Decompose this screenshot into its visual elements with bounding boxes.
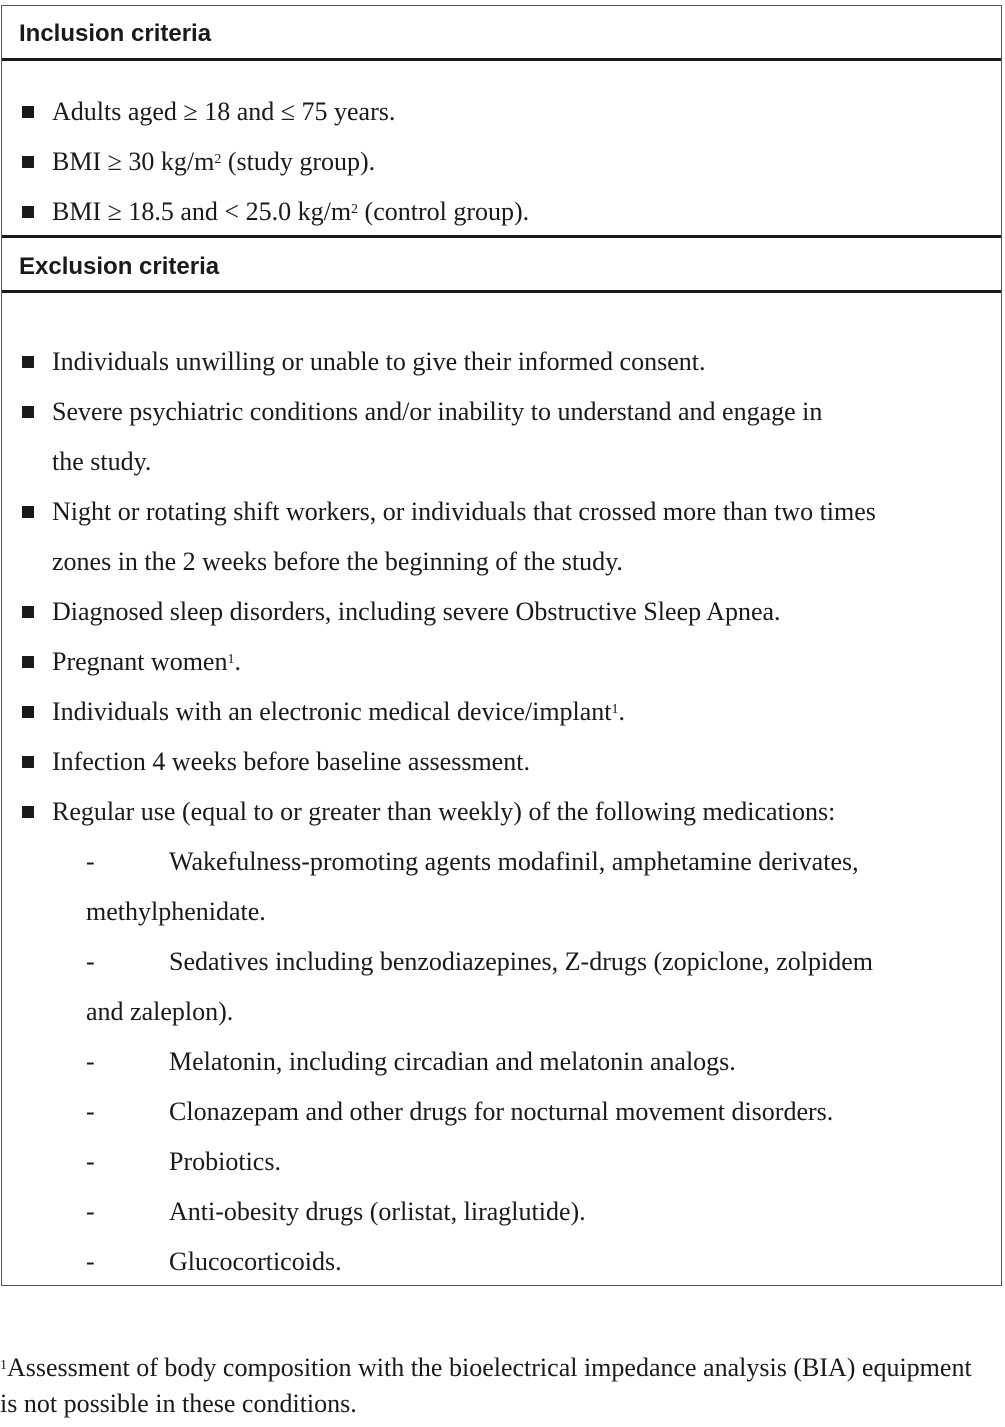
- dash-marker: -: [86, 1247, 95, 1276]
- medication-item-text: Melatonin, including circadian and melatonin analogs.: [169, 1047, 736, 1076]
- footnote-marker: 1: [0, 1358, 7, 1373]
- dash-marker: -: [86, 1197, 95, 1226]
- square-bullet-icon: [22, 156, 34, 168]
- square-bullet-icon: [22, 406, 34, 418]
- square-bullet-icon: [22, 656, 34, 668]
- medication-item-text: Clonazepam and other drugs for nocturnal movement disorders.: [169, 1097, 834, 1126]
- medication-item-text: Wakefulness-promoting agents modafinil, amphetamine derivates,: [169, 847, 859, 876]
- footnote-line-2: is not possible in these conditions.: [0, 1389, 357, 1418]
- footnote-line-1: $^1$Assessment of body composition with the bioelectrical impedance analysis (BIA) equipment: [0, 1353, 972, 1382]
- dash-marker: -: [86, 1047, 95, 1076]
- exclusion-item-continuation: zones in the 2 weeks before the beginning of the study.: [52, 547, 623, 576]
- exclusion-item-text: Individuals unwilling or unable to give their informed consent.: [52, 347, 706, 376]
- footnote-ref: 1: [611, 702, 619, 717]
- exclusion-item-text: Regular use (equal to or greater than weekly) of the following medications:: [52, 797, 836, 826]
- medication-item-continuation: methylphenidate.: [86, 897, 266, 926]
- inclusion-item-text: BMI ≥ 30 $kg/m^2$ (study group).: [52, 147, 376, 176]
- criteria-table: [1, 5, 1002, 1286]
- square-bullet-icon: [22, 356, 34, 368]
- square-bullet-icon: [22, 756, 34, 768]
- medication-item-text: Sedatives including benzodiazepines, Z-drugs (zopiclone, zolpidem: [169, 947, 873, 976]
- square-bullet-icon: [22, 206, 34, 218]
- table-footnote: [0, 1350, 1005, 1422]
- dash-marker: -: [86, 1147, 95, 1176]
- footnote-ref: 1: [227, 652, 235, 667]
- exclusion-criteria-header: Exclusion criteria: [19, 253, 220, 280]
- exclusion-item-text: Pregnant women$^1$.: [52, 647, 241, 676]
- square-bullet-icon: [22, 506, 34, 518]
- medication-item-text: Glucocorticoids.: [169, 1247, 342, 1276]
- inclusion-criteria-header: Inclusion criteria: [19, 20, 212, 47]
- exclusion-item-text: Severe psychiatric conditions and/or inability to understand and engage in: [52, 397, 823, 426]
- exclusion-item-text: Individuals with an electronic medical device/implant$^1$.: [52, 697, 626, 726]
- dash-marker: -: [86, 1097, 95, 1126]
- exclusion-item-text: Infection 4 weeks before baseline assessment.: [52, 747, 530, 776]
- square-bullet-icon: [22, 606, 34, 618]
- exclusion-item-text: Night or rotating shift workers, or individuals that crossed more than two times: [52, 497, 876, 526]
- dash-marker: -: [86, 947, 95, 976]
- inclusion-item-text: Adults aged ≥ 18 and ≤ 75 years.: [52, 97, 396, 126]
- exclusion-item-text: Diagnosed sleep disorders, including severe Obstructive Sleep Apnea.: [52, 597, 781, 626]
- exclusion-item-continuation: the study.: [52, 447, 152, 476]
- square-bullet-icon: [22, 806, 34, 818]
- exclusion-header-rule: [2, 290, 1001, 293]
- inclusion-header-rule: [2, 58, 1001, 61]
- square-bullet-icon: [22, 106, 34, 118]
- medication-item-text: Anti-obesity drugs (orlistat, liraglutide).: [169, 1197, 586, 1226]
- dash-marker: -: [86, 847, 95, 876]
- inclusion-item-text: BMI ≥ 18.5 and < 25.0 $kg/m^2$ (control group).: [52, 197, 530, 226]
- exclusion-top-rule: [2, 235, 1001, 238]
- square-bullet-icon: [22, 706, 34, 718]
- medication-item-text: Probiotics.: [169, 1147, 281, 1176]
- medication-item-continuation: and zaleplon).: [86, 997, 234, 1026]
